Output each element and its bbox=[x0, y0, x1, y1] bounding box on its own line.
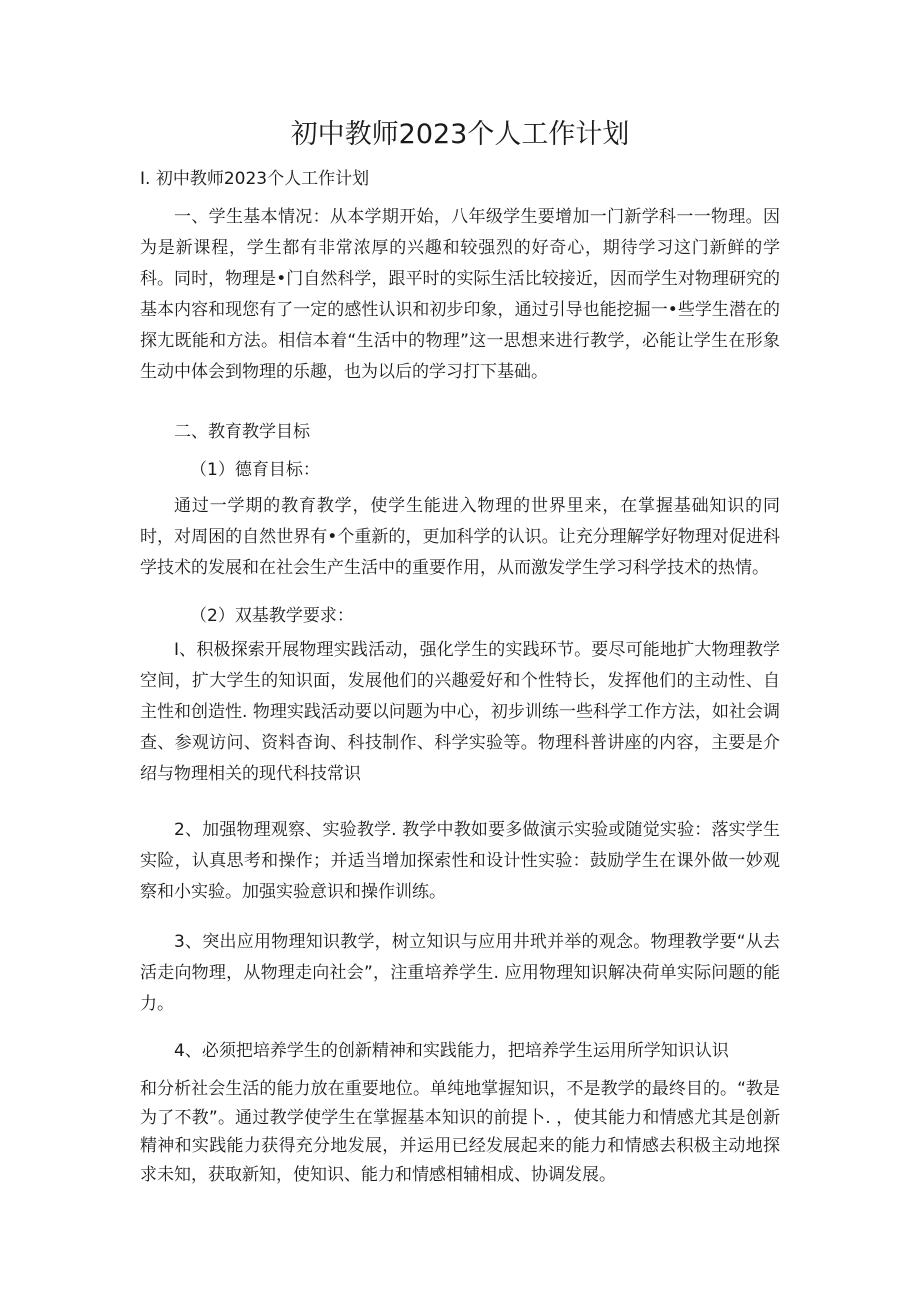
paragraph-moral-goals: 通过一学期的教育教学，使学生能进入物理的世界里来，在掌握基础知识的同时，对周困的自然世界有•个重新的，更加科学的认识。让充分理解学好物理对促进科学技术的发展和在社会生产生活中的重要作用，从而激发学生学习科学技术的热情。 bbox=[140, 496, 780, 578]
subheading-basic-requirements: （2）双基教学要求： bbox=[190, 606, 354, 626]
heading-teaching-goals: 二、教育教学目标 bbox=[174, 422, 310, 442]
paragraph-applied-knowledge: 3、突出应用物理知识教学，树立知识与应用井玳并举的观念。物理教学要“从去活走向物理，从物理走向社会”，注重培养学生. 应用物理知识解决荷单实际问题的能力。 bbox=[140, 932, 780, 1014]
paragraph-innovation-continued: 和分析社会生活的能力放在重要地位。单纯地掌握知识，不是教学的最终目的。“教是为了不教”。通过教学使学生在掌握基本知识的前提卜. ，使其能力和情感尤其是创新精神和实践能力获得充分地发展，并运用已经发展起来的能力和情感去积极主动地探求未知，获取新知，使知识、能力和情感相辅相成、协调发展。 bbox=[140, 1079, 780, 1185]
paragraph-student-situation: 一、学生基本情况：从本学期开始，八年级学生要增加一门新学科一一物理。因为是新课程，学生都有非常浓厚的兴趣和较强烈的好奇心，期待学习这门新鲜的学科。同时，物理是•门自然科学，跟平时的实际生活比较接近，因而学生对物理研究的基本内容和现您有了一定的感性认识和初步印象，通过引导也能挖掘一•些学生潜在的探尢既能和方法。相信本着“生活中的物理”这一思想来进行教学，必能让学生在形象生动中体会到物理的乐趣，也为以后的学习打下基础。 bbox=[140, 207, 780, 382]
paragraph-practice-activities: I、积极探索开展物理实践活动，强化学生的实践环节。要尽可能地扩大物理教学空间，扩大学生的知识面，发展他们的兴趣爱好和个性特长，发挥他们的主动性、自主性和创造性. 物理实践活动要以问题为中心，初步训练一些科学工作方法，如社会调查、参观访问、资料杳询、科技制作、科学实验等。物理科普讲座的内容，主要是介绍与物理相关的现代科技常识 bbox=[140, 640, 780, 784]
subheading-moral-goals: （1）德育目标： bbox=[190, 460, 320, 480]
paragraph-experiment-teaching: 2、加强物理观察、实验教学. 教学中教如要多做演示实验或随觉实验：落实学生实险，认真思考和操作；并适当增加探索性和设计性实验：鼓励学生在课外做一妙观察和小实验。加强实验意识和操作训练。 bbox=[140, 820, 780, 902]
document-title: 初中教师2023个人工作计划 bbox=[290, 119, 630, 150]
paragraph-innovation-first-line: 4、必须把培养学生的创新精神和实践能力，把培养学生运用所学知识认识 bbox=[174, 1041, 729, 1061]
section-heading: I. 初中教师2023个人工作计划 bbox=[140, 169, 370, 189]
